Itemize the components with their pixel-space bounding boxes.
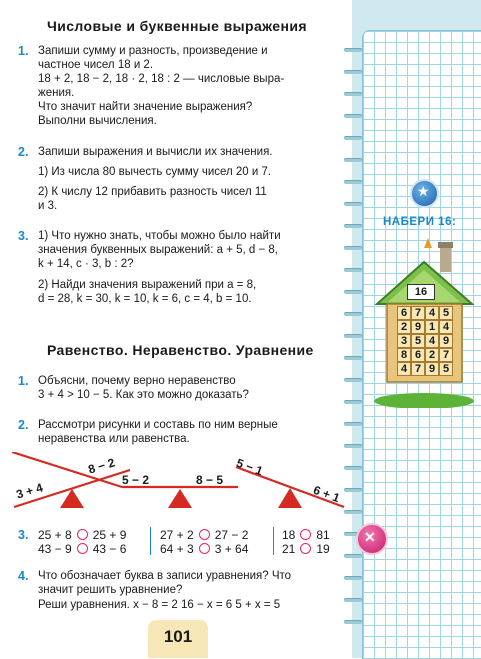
digit-row <box>397 306 453 320</box>
task-line: Объясни, почему верно неравенство <box>38 375 236 387</box>
page-number: 101 <box>148 620 208 658</box>
comparison: 25 + 8 25 + 9 <box>38 528 127 542</box>
task-line: Что обозначает буква в записи уравнения? Что <box>38 570 292 582</box>
compare-circle-icon[interactable] <box>300 543 311 554</box>
task-line: значит решить уравнение? <box>38 584 183 596</box>
digit-cell: 4 <box>425 306 439 320</box>
digit-cell: 7 <box>439 348 453 362</box>
comparison: 18 81 <box>282 528 330 542</box>
digit-cell: 4 <box>425 334 439 348</box>
task-line: 1) Из числа 80 вычесть сумму чисел 20 и 7. <box>38 166 272 178</box>
task-line: частное чисел 18 и 2. <box>38 59 154 71</box>
task-number: 4. <box>18 569 29 583</box>
digit-row <box>397 362 453 376</box>
digit-cell: 5 <box>411 334 425 348</box>
digit-row <box>397 348 453 362</box>
star-badge-icon: ★ <box>410 179 439 208</box>
digit-cell: 9 <box>439 334 453 348</box>
column-divider <box>273 527 274 555</box>
section-title-equations: Равенство. Неравенство. Уравнение <box>47 342 314 358</box>
digit-cell: 6 <box>411 348 425 362</box>
task-line: k + 14, c · 3, b : 2? <box>38 258 134 270</box>
task-line: 3 + 4 > 10 − 5. Как это можно доказать? <box>38 389 249 401</box>
digit-cell: 6 <box>397 306 411 320</box>
column-divider <box>150 527 151 555</box>
pair-work-badge-icon: ✕ <box>356 523 388 555</box>
digit-cell: 7 <box>411 362 425 376</box>
scale-label: 5 − 1 <box>234 455 265 479</box>
compare-circle-icon[interactable] <box>300 529 311 540</box>
digit-cell: 9 <box>411 320 425 334</box>
digit-cell: 2 <box>397 320 411 334</box>
task-number: 2. <box>18 418 29 432</box>
digit-row <box>397 320 453 334</box>
task-line: Реши уравнения. x − 8 = 2 16 − x = 6 5 + x = 5 <box>38 599 281 611</box>
comparison: 27 + 2 27 − 2 <box>160 528 249 542</box>
task-number: 2. <box>18 145 29 159</box>
task-number: 3. <box>18 229 29 243</box>
task-line: Рассмотри рисунки и составь по ним верные <box>38 419 278 431</box>
comparison: 64 + 3 3 + 64 <box>160 542 249 556</box>
scale-label: 5 − 2 <box>122 473 150 487</box>
digit-row <box>397 334 453 348</box>
task-line: d = 28, k = 30, k = 10, k = 6, c = 4, b = 10. <box>38 293 252 305</box>
house-number-sign <box>407 284 435 300</box>
digit-cell: 7 <box>411 306 425 320</box>
digit-cell: 5 <box>439 306 453 320</box>
digit-cell: 4 <box>439 320 453 334</box>
task-line: и 3. <box>38 200 58 212</box>
house-number: 16 <box>414 286 428 298</box>
digit-cell: 1 <box>425 320 439 334</box>
task-line: Запиши сумму и разность, произведение и <box>38 45 268 57</box>
comparison: 21 19 <box>282 542 330 556</box>
task-line: Запиши выражения и вычисли их значения. <box>38 146 273 158</box>
task-line: 18 + 2, 18 − 2, 18 · 2, 18 : 2 — числовые выра- <box>38 73 285 85</box>
scale-label: 3 + 4 <box>14 480 45 502</box>
scale-label: 8 − 2 <box>86 455 117 477</box>
compare-circle-icon[interactable] <box>77 529 88 540</box>
task-line: 1) Что нужно знать, чтобы можно было найти <box>38 230 281 242</box>
task-number: 1. <box>18 374 29 388</box>
task-line: значения буквенных выражений: a + 5, d − 8, <box>38 244 278 256</box>
task-line: 2) Найди значения выражений при a = 8, <box>38 279 257 291</box>
compare-circle-icon[interactable] <box>199 529 210 540</box>
task-line: неравенства или равенства. <box>38 433 190 445</box>
digit-cell: 5 <box>439 362 453 376</box>
balance-scales <box>12 452 347 514</box>
task-line: жения. <box>38 87 75 99</box>
sidebar-title: НАБЕРИ 16: <box>383 216 457 228</box>
scale-label: 8 − 5 <box>196 473 224 487</box>
digit-cell: 8 <box>397 348 411 362</box>
task-line: Что значит найти значение выражения? <box>38 101 253 113</box>
section-title-expressions: Числовые и буквенные выражения <box>47 18 307 34</box>
digit-grid <box>397 306 453 376</box>
task-number: 1. <box>18 44 29 58</box>
task-line: 2) К числу 12 прибавить разность чисел 11 <box>38 186 267 198</box>
scale-label: 6 + 1 <box>311 482 342 506</box>
digit-cell: 3 <box>397 334 411 348</box>
compare-circle-icon[interactable] <box>77 543 88 554</box>
digit-cell: 4 <box>397 362 411 376</box>
task-line: Выполни вычисления. <box>38 115 157 127</box>
notebook-rings <box>340 30 370 658</box>
digit-cell: 2 <box>425 348 439 362</box>
compare-circle-icon[interactable] <box>199 543 210 554</box>
task-number: 3. <box>18 528 29 542</box>
digit-cell: 9 <box>425 362 439 376</box>
comparison: 43 − 9 43 − 6 <box>38 542 127 556</box>
